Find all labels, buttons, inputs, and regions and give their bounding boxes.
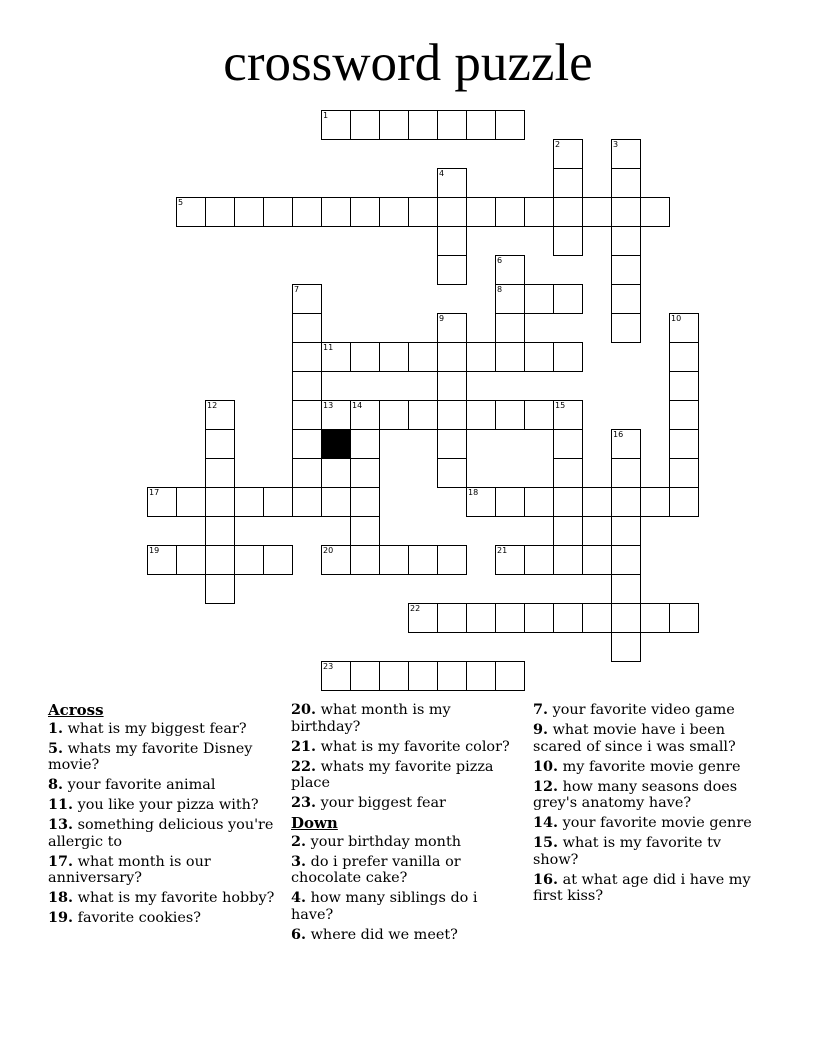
grid-cell[interactable] — [350, 545, 380, 575]
grid-cell[interactable] — [466, 661, 496, 691]
clue-item — [291, 759, 519, 792]
grid-cell[interactable] — [350, 400, 380, 430]
grid-cell[interactable] — [611, 487, 641, 517]
clue-number: 18 — [468, 488, 479, 497]
grid-cell[interactable] — [524, 400, 554, 430]
clue-item-number: 7. — [533, 701, 549, 718]
grid-cell[interactable] — [553, 429, 583, 459]
across-clue-list — [48, 721, 276, 927]
grid-cell[interactable] — [669, 313, 699, 343]
grid-cell[interactable] — [553, 516, 583, 546]
grid-cell[interactable] — [437, 255, 467, 285]
clue-number: 19 — [149, 546, 160, 555]
clue-item-number: 16. — [533, 870, 559, 888]
clue-item-text: whats my favorite Disney movie? — [48, 740, 253, 773]
grid-cell[interactable] — [553, 603, 583, 633]
grid-cell[interactable] — [205, 487, 235, 517]
grid-cell[interactable] — [553, 342, 583, 372]
clue-number: 21 — [497, 546, 508, 555]
grid-cell[interactable] — [263, 545, 293, 575]
clue-item — [48, 721, 276, 738]
grid-cell[interactable] — [553, 284, 583, 314]
clue-item-number: 17. — [48, 852, 74, 870]
clue-item — [291, 795, 519, 812]
grid-cell[interactable] — [553, 458, 583, 488]
grid-cell[interactable] — [495, 603, 525, 633]
clue-number: 22 — [410, 604, 421, 613]
grid-cell[interactable] — [379, 545, 409, 575]
grid-cell[interactable] — [437, 661, 467, 691]
grid-cell[interactable] — [553, 545, 583, 575]
grid-cell[interactable] — [350, 197, 380, 227]
grid-cell[interactable] — [582, 603, 612, 633]
clue-item — [533, 815, 761, 832]
down-clue-list — [291, 834, 519, 944]
grid-cell[interactable] — [437, 197, 467, 227]
clue-item-number: 21. — [291, 737, 317, 755]
grid-cell[interactable] — [640, 197, 670, 227]
grid-cell[interactable] — [437, 226, 467, 256]
grid-cell[interactable] — [669, 603, 699, 633]
down-clue-list-continued — [533, 702, 761, 905]
grid-cell[interactable] — [379, 661, 409, 691]
grid-cell[interactable] — [437, 545, 467, 575]
clue-item-number: 23. — [291, 794, 317, 811]
grid-cell[interactable] — [524, 487, 554, 517]
grid-cell[interactable] — [553, 168, 583, 198]
grid-cell[interactable] — [611, 197, 641, 227]
grid-cell[interactable] — [669, 458, 699, 488]
grid-cell[interactable] — [321, 342, 351, 372]
clue-number: 9 — [439, 314, 445, 323]
grid-cell[interactable] — [176, 197, 206, 227]
grid-cell[interactable] — [524, 284, 554, 314]
grid-cell[interactable] — [350, 516, 380, 546]
grid-cell[interactable] — [205, 516, 235, 546]
clue-item-text: my favorite movie genre — [558, 758, 741, 775]
grid-cell[interactable] — [350, 429, 380, 459]
clue-item-text: favorite cookies? — [73, 910, 202, 926]
grid-cell[interactable] — [234, 197, 264, 227]
grid-cell[interactable] — [147, 545, 177, 575]
clue-item — [48, 777, 276, 794]
clue-item — [533, 835, 761, 868]
clue-item-text: your birthday month — [306, 833, 461, 850]
grid-cell[interactable] — [495, 487, 525, 517]
grid-cell[interactable] — [292, 284, 322, 314]
grid-cell[interactable] — [176, 487, 206, 517]
grid-cell[interactable] — [611, 516, 641, 546]
page-title: crossword puzzle — [223, 34, 593, 92]
clue-number: 4 — [439, 169, 445, 178]
grid-cell[interactable] — [466, 603, 496, 633]
grid-cell[interactable] — [379, 400, 409, 430]
across-heading: Across — [48, 701, 104, 719]
clue-item — [291, 739, 519, 756]
clue-item — [291, 927, 519, 944]
grid-cell[interactable] — [466, 342, 496, 372]
clue-item-number: 14. — [533, 814, 559, 831]
grid-cell[interactable] — [437, 342, 467, 372]
clue-item-number: 1. — [48, 719, 64, 737]
clue-number: 7 — [294, 285, 300, 294]
clue-item — [533, 872, 761, 905]
clue-item-number: 13. — [48, 816, 74, 833]
clue-item — [533, 702, 761, 719]
grid-cell[interactable] — [611, 545, 641, 575]
clue-item-number: 15. — [533, 834, 559, 851]
clue-item — [48, 741, 276, 774]
grid-cell[interactable] — [437, 458, 467, 488]
grid-cell[interactable] — [321, 487, 351, 517]
grid-cell[interactable] — [640, 603, 670, 633]
grid-cell[interactable] — [611, 284, 641, 314]
grid-cell[interactable] — [553, 226, 583, 256]
clue-item-text: what movie have i been scared of since i was small? — [533, 722, 736, 755]
clue-number: 10 — [671, 314, 682, 323]
grid-cell[interactable] — [292, 342, 322, 372]
clue-item-text: what month is my birthday? — [291, 702, 451, 735]
grid-cell[interactable] — [292, 313, 322, 343]
grid-cell[interactable] — [495, 400, 525, 430]
clue-item — [291, 702, 519, 735]
clue-number: 16 — [613, 430, 624, 439]
clue-item — [48, 910, 276, 927]
grid-cell[interactable] — [292, 197, 322, 227]
grid-cell[interactable] — [495, 197, 525, 227]
clue-item-number: 9. — [533, 721, 549, 738]
grid-cell[interactable] — [437, 429, 467, 459]
grid-cell[interactable] — [495, 284, 525, 314]
grid-cell[interactable] — [205, 458, 235, 488]
grid-cell[interactable] — [292, 458, 322, 488]
grid-cell[interactable] — [495, 313, 525, 343]
grid-cell[interactable] — [495, 545, 525, 575]
grid-cell[interactable] — [437, 313, 467, 343]
clue-item-text: what is my favorite color? — [316, 738, 510, 755]
clue-item-number: 22. — [291, 757, 317, 775]
clue-number: 3 — [613, 140, 619, 149]
clue-number: 13 — [323, 401, 334, 410]
grid-cell[interactable] — [263, 487, 293, 517]
clue-number: 6 — [497, 256, 503, 265]
grid-cell[interactable] — [582, 545, 612, 575]
clue-item-text: you like your pizza with? — [73, 797, 259, 813]
grid-cell[interactable] — [466, 400, 496, 430]
clue-item-number: 5. — [48, 739, 64, 757]
clue-item — [48, 797, 276, 814]
grid-cell[interactable] — [408, 603, 438, 633]
grid-cell[interactable] — [350, 661, 380, 691]
grid-cell[interactable] — [669, 400, 699, 430]
clue-item-number: 2. — [291, 832, 307, 850]
clue-item-text: at what age did i have my first kiss? — [533, 871, 751, 904]
grid-cell[interactable] — [669, 342, 699, 372]
grid-cell[interactable] — [350, 110, 380, 140]
grid-cell[interactable] — [205, 545, 235, 575]
clues-column-2 — [291, 702, 519, 947]
grid-cell[interactable] — [466, 110, 496, 140]
grid-cell[interactable] — [437, 603, 467, 633]
grid-cell[interactable] — [205, 197, 235, 227]
grid-cell[interactable] — [292, 487, 322, 517]
clues-column-1 — [48, 702, 276, 930]
clue-item — [533, 759, 761, 776]
grid-cell[interactable] — [147, 487, 177, 517]
grid-cell[interactable] — [611, 603, 641, 633]
clue-item-number: 3. — [291, 852, 307, 870]
grid-cell[interactable] — [640, 487, 670, 517]
clue-item — [48, 817, 276, 850]
clue-number: 5 — [178, 198, 184, 207]
clue-item-text: what is my favorite hobby? — [73, 890, 275, 906]
clue-item-number: 12. — [533, 777, 559, 795]
clue-item-text: what is my favorite tv show? — [533, 835, 722, 868]
grid-cell[interactable] — [524, 197, 554, 227]
clue-number: 23 — [323, 662, 334, 671]
clue-item-text: what is my biggest fear? — [63, 720, 247, 737]
grid-cell[interactable] — [292, 400, 322, 430]
grid-cell[interactable] — [408, 110, 438, 140]
clue-item — [291, 834, 519, 851]
clue-number: 11 — [323, 343, 334, 352]
grid-cell[interactable] — [321, 400, 351, 430]
grid-cell[interactable] — [408, 661, 438, 691]
grid-cell[interactable] — [408, 197, 438, 227]
grid-cell[interactable] — [466, 197, 496, 227]
grid-cell[interactable] — [408, 342, 438, 372]
grid-cell[interactable] — [234, 545, 264, 575]
clue-item — [291, 890, 519, 923]
grid-cell[interactable] — [524, 342, 554, 372]
clue-item-number: 20. — [291, 701, 317, 718]
grid-cell[interactable] — [495, 661, 525, 691]
clue-item-number: 6. — [291, 925, 307, 943]
clue-item — [533, 779, 761, 812]
grid-cell[interactable] — [379, 342, 409, 372]
clue-number: 1 — [323, 111, 329, 120]
clue-item — [48, 890, 276, 907]
grid-cell[interactable] — [437, 400, 467, 430]
grid-cell[interactable] — [553, 139, 583, 169]
grid-cell[interactable] — [379, 110, 409, 140]
grid-cell[interactable] — [611, 226, 641, 256]
clue-item-text: whats my favorite pizza place — [291, 758, 494, 791]
grid-cell[interactable] — [611, 255, 641, 285]
clue-item — [48, 854, 276, 887]
grid-cell[interactable] — [669, 371, 699, 401]
clue-item-text: how many seasons does grey's anatomy have? — [533, 778, 738, 811]
grid-cell[interactable] — [176, 545, 206, 575]
grid-cell[interactable] — [350, 342, 380, 372]
clue-number: 20 — [323, 546, 334, 555]
clue-item-text: your favorite animal — [63, 777, 216, 793]
grid-cell[interactable] — [321, 110, 351, 140]
grid-cell[interactable] — [466, 487, 496, 517]
grid-cell[interactable] — [205, 429, 235, 459]
grid-cell[interactable] — [408, 545, 438, 575]
grid-cell[interactable] — [321, 197, 351, 227]
grid-cell[interactable] — [524, 603, 554, 633]
grid-cell[interactable] — [611, 168, 641, 198]
clue-item-text: how many siblings do i have? — [291, 890, 478, 923]
grid-cell[interactable] — [321, 661, 351, 691]
across-clue-list-continued — [291, 702, 519, 812]
clue-item-text: what month is our anniversary? — [48, 853, 211, 886]
grid-cell[interactable] — [350, 487, 380, 517]
clue-number: 2 — [555, 140, 561, 149]
clue-item-text: something delicious you're allergic to — [48, 817, 274, 850]
clue-number: 17 — [149, 488, 160, 497]
grid-cell[interactable] — [611, 458, 641, 488]
grid-cell[interactable] — [669, 429, 699, 459]
clue-item-text: your favorite movie genre — [558, 815, 752, 831]
grid-cell[interactable] — [495, 255, 525, 285]
clue-number: 14 — [352, 401, 363, 410]
grid-cell[interactable] — [611, 313, 641, 343]
grid-cell[interactable] — [437, 371, 467, 401]
clue-number: 15 — [555, 401, 566, 410]
grid-cell[interactable] — [553, 487, 583, 517]
grid-cell[interactable] — [524, 545, 554, 575]
clue-item-text: where did we meet? — [306, 926, 458, 943]
clue-number: 8 — [497, 285, 503, 294]
clue-item-number: 19. — [48, 909, 74, 926]
grid-cell[interactable] — [437, 110, 467, 140]
grid-cell[interactable] — [611, 632, 641, 662]
grid-cell[interactable] — [205, 400, 235, 430]
clue-item-text: your biggest fear — [316, 795, 446, 811]
grid-cell[interactable] — [582, 197, 612, 227]
clue-item — [533, 722, 761, 755]
grid-cell[interactable] — [350, 458, 380, 488]
grid-cell[interactable] — [205, 574, 235, 604]
clues-column-3 — [533, 702, 761, 908]
clue-item — [291, 854, 519, 887]
grid-cell[interactable] — [553, 400, 583, 430]
clue-item-number: 4. — [291, 889, 307, 906]
clue-item-text: do i prefer vanilla or chocolate cake? — [291, 853, 461, 886]
grid-cell[interactable] — [292, 429, 322, 459]
clue-item-number: 18. — [48, 889, 74, 906]
grid-cell[interactable] — [611, 574, 641, 604]
grid-cell[interactable] — [379, 197, 409, 227]
grid-cell[interactable] — [553, 197, 583, 227]
grid-cell[interactable] — [321, 545, 351, 575]
grid-cell[interactable] — [669, 487, 699, 517]
clue-number: 12 — [207, 401, 218, 410]
down-heading: Down — [291, 814, 338, 832]
grid-cell[interactable] — [495, 342, 525, 372]
grid-cell[interactable] — [582, 487, 612, 517]
grid-cell[interactable] — [408, 400, 438, 430]
clue-item-number: 8. — [48, 776, 64, 793]
grid-cell[interactable] — [611, 139, 641, 169]
clue-item-text: your favorite video game — [548, 702, 735, 718]
grid-cell[interactable] — [234, 487, 264, 517]
grid-cell[interactable] — [292, 371, 322, 401]
grid-cell[interactable] — [495, 110, 525, 140]
clue-item-number: 11. — [48, 796, 74, 813]
grid-cell[interactable] — [611, 429, 641, 459]
grid-cell[interactable] — [437, 168, 467, 198]
grid-cell[interactable] — [263, 197, 293, 227]
clue-item-number: 10. — [533, 757, 559, 775]
grid-block — [321, 429, 351, 459]
